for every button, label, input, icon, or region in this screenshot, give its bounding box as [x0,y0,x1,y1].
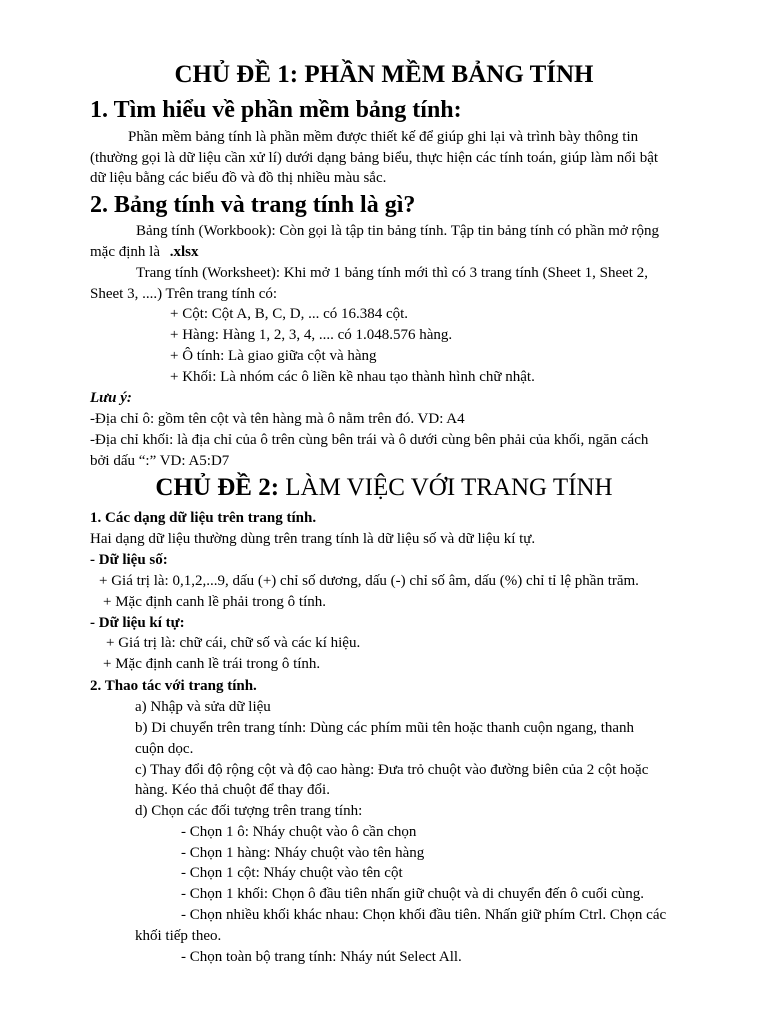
list-item: + Giá trị là: 0,1,2,...9, dấu (+) chỉ số dương, dấu (-) chỉ số âm, dấu (%) chỉ tỉ lệ phần trăm. [99,573,639,589]
note-line: -Địa chỉ khối: là địa chỉ của ô trên cùng bên trái và ô dưới cùng bên phải của khối, ngăn cách [90,432,649,448]
paragraph-line: dữ liệu bằng các biểu đồ và đồ thị nhiều màu sắc. [90,170,387,186]
list-item: + Cột: Cột A, B, C, D, ... có 16.384 cột. [170,306,409,322]
list-item: + Ô tính: Là giao giữa cột và hàng [170,348,377,364]
list-item: - Chọn nhiều khối khác nhau: Chọn khối đầu tiên. Nhấn giữ phím Ctrl. Chọn các [181,907,667,923]
note-line: bởi dấu “:” VD: A5:D7 [90,453,230,469]
workbook-line [90,242,199,262]
note-label: Lưu ý: [90,390,132,406]
paragraph-line: b) Di chuyển trên trang tính: Dùng các phím mũi tên hoặc thanh cuộn ngang, thanh [135,720,635,736]
list-item-continuation: khối tiếp theo. [135,928,222,944]
workbook-line: Bảng tính (Workbook): Còn gọi là tập tin bảng tính. Tập tin bảng tính có phần mở rộng [136,223,660,239]
note-line: -Địa chỉ ô: gồm tên cột và tên hàng mà ô nằm trên đó. VD: A4 [90,411,465,427]
list-item: - Chọn 1 cột: Nháy chuột vào tên cột [181,865,403,881]
paragraph-line: Phần mềm bảng tính là phần mềm được thiết kế để giúp ghi lại và trình bày thông tin [128,129,639,145]
list-item: - Chọn 1 hàng: Nháy chuột vào tên hàng [181,845,425,861]
topic2-title [0,473,768,503]
numeric-data-label: - Dữ liệu số: [90,552,168,568]
workbook-extension: .xlsx [169,244,199,260]
list-item: - Chọn 1 khối: Chọn ô đầu tiên nhấn giữ chuột và di chuyển đến ô cuối cùng. [181,886,645,902]
paragraph-line: hàng. Kéo thả chuột để thay đổi. [135,782,330,798]
list-item: + Giá trị là: chữ cái, chữ số và các kí hiệu. [106,635,361,651]
paragraph-line: a) Nhập và sửa dữ liệu [135,699,271,715]
topic1-title: CHỦ ĐỀ 1: PHẦN MỀM BẢNG TÍNH [174,61,594,88]
worksheet-line: Trang tính (Worksheet): Khi mở 1 bảng tính mới thì có 3 trang tính (Sheet 1, Sheet 2, [136,265,648,281]
topic2-title-rest: LÀM VIỆC VỚI TRANG TÍNH [285,474,613,501]
list-item: + Mặc định canh lề trái trong ô tính. [103,656,321,672]
topic1-section2-heading: 2. Bảng tính và trang tính là gì? [90,192,416,218]
topic2-title-prefix: CHỦ ĐỀ 2: [155,474,280,501]
topic1-section1-heading: 1. Tìm hiểu về phần mềm bảng tính: [90,97,462,123]
workbook-default-text: mặc định là [90,244,160,260]
paragraph-line: (thường gọi là dữ liệu cần xử lí) dưới dạng bảng biểu, thực hiện các tính toán, giúp làm nổi bật [90,150,659,166]
list-item: + Hàng: Hàng 1, 2, 3, 4, .... có 1.048.576 hàng. [170,327,453,343]
list-item: + Mặc định canh lề phải trong ô tính. [103,594,326,610]
list-item: - Chọn 1 ô: Nháy chuột vào ô cần chọn [181,824,417,840]
text-data-label: - Dữ liệu kí tự: [90,615,185,631]
list-item: - Chọn toàn bộ trang tính: Nháy nút Select All. [181,949,462,965]
paragraph-line: d) Chọn các đối tượng trên trang tính: [135,803,363,819]
topic2-section1-heading: 1. Các dạng dữ liệu trên trang tính. [90,510,317,526]
paragraph-line: c) Thay đổi độ rộng cột và độ cao hàng: Đưa trỏ chuột vào đường biên của 2 cột hoặc [135,762,649,778]
topic2-section2-heading: 2. Thao tác với trang tính. [90,678,257,694]
paragraph-line: Hai dạng dữ liệu thường dùng trên trang tính là dữ liệu số và dữ liệu kí tự. [90,531,536,547]
paragraph-line: cuộn dọc. [135,741,194,757]
worksheet-line: Sheet 3, ....) Trên trang tính có: [90,286,278,302]
list-item: + Khối: Là nhóm các ô liền kề nhau tạo thành hình chữ nhật. [170,369,535,385]
